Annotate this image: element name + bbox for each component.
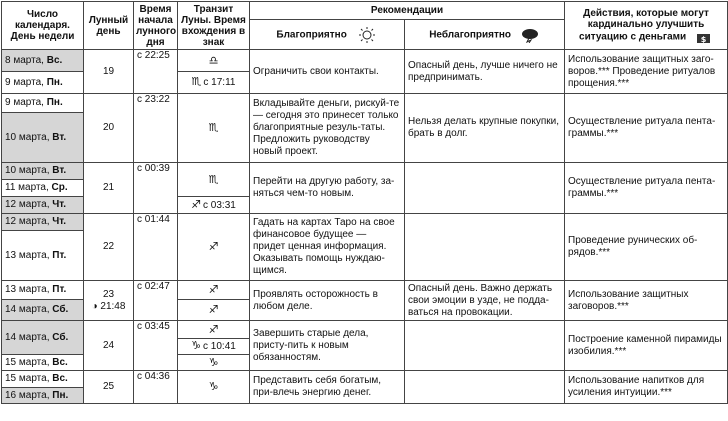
transit-cell	[178, 163, 250, 197]
lunar-day-value: 25	[102, 381, 115, 392]
favorable-cell: Перейти на другую работу, за-няться чем-то новым.	[250, 163, 405, 214]
start-time-cell	[134, 94, 178, 163]
zodiac-scorpio-icon: ♏	[191, 76, 202, 88]
date-num: 14 марта,	[5, 331, 53, 343]
start-time-value: с 04:36	[137, 371, 170, 382]
date-dow: Вс.	[52, 373, 68, 384]
header-transit: Транзит Луны. Время вхождения в знак	[178, 2, 250, 50]
zodiac-sagittarius-icon: ♐	[191, 198, 202, 211]
lunar-day-value: 24	[102, 339, 115, 351]
date-dow: Чт.	[52, 216, 67, 227]
zodiac-scorpio-icon: ♏	[208, 122, 219, 134]
unfavorable-cell: Опасный день, лучше ничего не предпринимать.	[405, 50, 565, 94]
date-num: 13 марта,	[5, 249, 53, 261]
date-num: 8 марта,	[5, 54, 47, 66]
favorable-cell: Представить себя богатым, при-влечь энергию денег.	[250, 371, 405, 404]
transit-time: с 03:31	[203, 199, 236, 211]
start-time-cell	[134, 321, 178, 371]
date-cell	[2, 388, 84, 404]
sun-icon	[356, 27, 378, 43]
date-dow: Ср.	[51, 182, 68, 193]
start-time-value: с 02:47	[137, 281, 170, 292]
date-dow: Пн.	[46, 97, 63, 108]
lunar-day-value: 20	[102, 122, 115, 133]
transit-cell	[178, 355, 250, 371]
transit-cell	[178, 72, 250, 94]
zodiac-sagittarius-icon: ♐	[208, 323, 219, 336]
transit-cell	[178, 371, 250, 404]
date-cell	[2, 50, 84, 72]
date-dow: Вт.	[52, 131, 67, 143]
start-time-cell	[134, 371, 178, 404]
header-date: Число календаря. День недели	[2, 2, 84, 50]
zodiac-scorpio-icon: ♏	[208, 173, 219, 186]
favorable-cell: Проявлять осторожность в любом деле.	[250, 281, 405, 321]
transit-cell	[178, 94, 250, 163]
header-favorable-label: Благоприятно	[276, 29, 347, 41]
date-dow: Пн.	[46, 76, 63, 88]
header-favorable	[250, 20, 405, 50]
action-cell: Проведение рунических об-рядов.***	[565, 214, 728, 281]
start-time-value: с 01:44	[137, 214, 170, 225]
date-dow: Пт.	[52, 249, 67, 261]
date-cell	[2, 321, 84, 355]
zodiac-libra-icon: ♎	[208, 54, 219, 67]
money-bag-icon	[695, 30, 713, 44]
action-cell: Использование напитков для усиления интуиции.***	[565, 371, 728, 404]
date-num: 10 марта,	[5, 165, 53, 176]
svg-text:$: $	[700, 34, 707, 44]
date-cell	[2, 371, 84, 388]
date-cell	[2, 214, 84, 231]
action-cell: Использование защитных заго-ворoв.*** Проведение ритуалов прощения.***	[565, 50, 728, 94]
header-unfavorable	[405, 20, 565, 50]
date-dow: Пт.	[52, 284, 67, 295]
date-dow: Вс.	[52, 356, 68, 368]
date-dow: Вт.	[52, 165, 67, 176]
date-cell	[2, 231, 84, 281]
unfavorable-cell: Опасный день. Важно держать свои эмоции в узде, не подда-ваться на провокации.	[405, 281, 565, 321]
lunar-day-cell	[84, 50, 134, 94]
zodiac-sagittarius-icon: ♐	[208, 241, 219, 253]
date-num: 12 марта,	[5, 216, 53, 227]
moon-phase-time: ◑ 21:48	[91, 300, 126, 312]
lunar-day-cell	[84, 214, 134, 281]
lunar-day-cell	[84, 281, 134, 321]
unfavorable-cell	[405, 163, 565, 214]
date-cell	[2, 300, 84, 321]
unfavorable-cell	[405, 321, 565, 371]
transit-cell	[178, 50, 250, 72]
date-dow: Вс.	[46, 54, 63, 66]
transit-time: с 10:41	[203, 341, 236, 352]
transit-cell	[178, 214, 250, 281]
transit-cell	[178, 197, 250, 214]
favorable-cell: Завершить старые дела, присту-пить к новым обязанностям.	[250, 321, 405, 371]
lunar-day-cell	[84, 371, 134, 404]
storm-cloud-icon	[520, 27, 540, 43]
header-lunar-day: Лунный день	[84, 2, 134, 50]
transit-cell	[178, 281, 250, 300]
zodiac-sagittarius-icon: ♐	[208, 304, 219, 316]
transit-cell	[178, 321, 250, 339]
date-dow: Чт.	[52, 199, 67, 210]
start-time-value: с 03:45	[137, 321, 170, 332]
lunar-day-value: 23	[102, 288, 115, 300]
header-recommendations: Рекомендации	[250, 2, 565, 20]
transit-cell	[178, 300, 250, 321]
action-cell: Использование защитных заговоров.***	[565, 281, 728, 321]
action-cell: Осуществление ритуала пента-граммы.***	[565, 163, 728, 214]
zodiac-sagittarius-icon: ♐	[208, 284, 219, 296]
date-num: 9 марта,	[5, 76, 47, 88]
lunar-day-cell	[84, 163, 134, 214]
date-dow: Пн.	[52, 389, 69, 401]
start-time-cell	[134, 281, 178, 321]
lunar-day-value: 22	[102, 241, 115, 252]
header-actions	[565, 2, 728, 50]
header-actions-label: Действия, которые могут кардинально улучшить ситуацию с деньгами	[579, 7, 709, 43]
date-cell	[2, 113, 84, 163]
start-time-cell	[134, 214, 178, 281]
lunar-day-value: 19	[102, 65, 115, 77]
action-cell: Построение каменной пирамиды изобилия.***	[565, 321, 728, 371]
date-cell	[2, 163, 84, 180]
date-num: 11 марта,	[5, 182, 52, 193]
date-dow: Сб.	[52, 304, 69, 315]
lunar-day-value: 21	[102, 182, 115, 193]
lunar-calendar-table	[1, 1, 728, 404]
transit-time: с 17:11	[203, 77, 236, 88]
start-time-value: с 00:39	[137, 163, 170, 174]
zodiac-capricorn-icon: ♑	[208, 356, 219, 369]
zodiac-capricorn-icon: ♑	[208, 381, 219, 393]
date-cell	[2, 180, 84, 197]
favorable-cell: Ограничить свои контакты.	[250, 50, 405, 94]
date-num: 9 марта,	[5, 97, 47, 108]
date-num: 13 марта,	[5, 284, 53, 295]
start-time-value: с 23:22	[137, 94, 170, 105]
date-num: 10 марта,	[5, 131, 53, 143]
zodiac-capricorn-icon: ♑	[191, 340, 202, 352]
start-time-value: с 22:25	[137, 50, 170, 61]
header-unfavorable-label: Неблагоприятно	[429, 29, 512, 41]
date-num: 15 марта,	[5, 356, 53, 368]
unfavorable-cell: Нельзя делать крупные покупки, брать в долг.	[405, 94, 565, 163]
date-dow: Сб.	[52, 331, 69, 343]
unfavorable-cell	[405, 371, 565, 404]
date-cell	[2, 281, 84, 300]
lunar-day-cell	[84, 321, 134, 371]
date-cell	[2, 355, 84, 371]
favorable-cell: Гадать на картах Таро на свое финансовое будущее — придет ценная информация. Оказывать помощь нуждаю-щимся.	[250, 214, 405, 281]
transit-cell	[178, 339, 250, 355]
date-cell	[2, 197, 84, 214]
date-num: 12 марта,	[5, 199, 53, 210]
unfavorable-cell	[405, 214, 565, 281]
action-cell: Осуществление ритуала пента-граммы.***	[565, 94, 728, 163]
lunar-day-cell	[84, 94, 134, 163]
date-num: 14 марта,	[5, 304, 53, 315]
date-cell	[2, 94, 84, 113]
start-time-cell	[134, 50, 178, 94]
header-start-time: Время начала лунного дня	[134, 2, 178, 50]
favorable-cell: Вкладывайте деньги, рискуй-те — сегодня это принесет только благоприятные резуль-таты. Предложить руководству новый проект.	[250, 94, 405, 163]
start-time-cell	[134, 163, 178, 214]
date-num: 15 марта,	[5, 373, 53, 384]
date-num: 16 марта,	[5, 389, 53, 401]
date-cell	[2, 72, 84, 94]
